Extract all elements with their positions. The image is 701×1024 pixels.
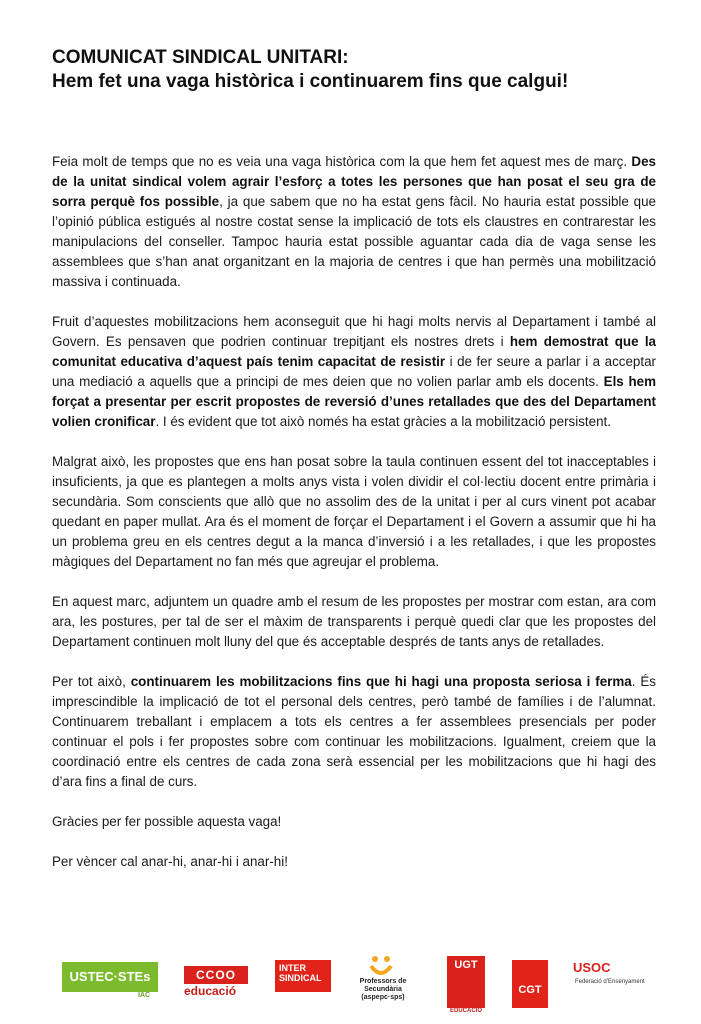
communique-body [52, 152, 656, 892]
p1-text-c: , ja que sabem que no ha estat gens fàcil. No hauria estat possible que l’opinió pública estigués al nostre costat sense la implicació de tots els claustres en contrarestar les manipulacions del conseller. Tampoc hauria estat possible aguantar cada dia de vaga sense les assemblees que s’han anat organitzant en la majoria de centres i que han permès una mobilització massiva i continuada. [52, 194, 656, 289]
ustec-logo: USTEC·STEs [62, 962, 158, 992]
ccoo-logo: CCOO [184, 966, 248, 984]
p5-text-a: Per tot això, [52, 674, 131, 689]
p2-bold-1: hem demostrat que la comunitat educativa d’aquest país tenim capacitat de resistir [52, 334, 656, 369]
p5-bold: continuarem les mobilitzacions fins que hi hagi una proposta seriosa i ferma [130, 674, 632, 689]
page-title [52, 46, 672, 94]
p2-text-e: . I és evident que tot això només ha estat gràcies a la mobilització persistent. [155, 414, 611, 429]
title-line-2: Hem fet una vaga històrica i continuarem fins que calgui! [52, 71, 569, 92]
ustec-logo-sub: IAC [138, 992, 151, 999]
p2-bold-2: Els hem forçat a presentar per escrit propostes de reversió d’unes retallades que des del Departament volien cronificar [52, 374, 657, 429]
p2-text-a: Fruit d’aquestes mobilitzacions hem aconseguit que hi hagi molts nervis al Departament i també al Govern. Es pensaven que podrien continuar trepitjant els nostres drets i [52, 314, 656, 349]
ugt-logo-sub: EDUCACIÓ [449, 1008, 482, 1014]
aspepc-logo-icon [368, 954, 394, 978]
paragraph-6: Gràcies per fer possible aquesta vaga! [52, 814, 282, 829]
intersindical-logo: INTER SINDICAL [275, 960, 331, 992]
aspepc-logo-text: Professors de Secundària (aspepc·sps) [359, 978, 407, 1001]
title-line-1: COMUNICAT SINDICAL UNITARI: [52, 47, 349, 68]
paragraph-4: En aquest marc, adjuntem un quadre amb el resum de les propostes per mostrar com estan, ara com ara, les postures, per tal de ser el màxim de transparents i perquè quedi clar que les propostes del Departament continuen molt lluny del que és acceptable després de tants anys de retallades. [52, 594, 656, 649]
p2-text-c: i de fer seure a parlar i a acceptar una mediació a aquells que a principi de mes deien que no volien parlar amb els docents. [52, 354, 656, 389]
usoc-logo-sub: Federació d’Ensenyament [575, 979, 645, 985]
p5-text-c: . És imprescindible la implicació de tot el personal dels centres, però també de famílies i de l’alumnat. Continuarem treballant i emplacem a tots els centres a fer assemblees presencials per poder continuar el pols i fer propostes sobre com continuar les mobilitzacions. Igualment, creiem que la coordinació entre els centres de cada zona serà essencial per les mobilitzacions que hi hagi des d’ara fins a final de curs. [52, 674, 656, 789]
ccoo-logo-sub: educació [184, 984, 237, 998]
cgt-logo: CGT [512, 960, 548, 1008]
usoc-logo: USOC [573, 960, 611, 975]
paragraph-1 [52, 152, 656, 292]
paragraph-7: Per vèncer cal anar-hi, anar-hi i anar-hi! [52, 854, 288, 869]
paragraph-3: Malgrat això, les propostes que ens han posat sobre la taula continuen essent del tot inacceptables i insuficients, ja que es plantegen a molts anys vista i volen dividir el col·lectiu docent entre primària i secundària. Som conscients que allò que no assolim des de la unitat i per al curs vinent pot acabar quedant en paper mullat. Ara és el moment de forçar el Departament i el Govern a assumir que hi ha un problema greu en els centres degut a la manca d’inversió i a les retallades, i que les propostes màgiques del Departament no fan més que agreujar el problema. [52, 454, 656, 569]
ugt-logo: UGT [447, 956, 485, 1008]
p1-bold: Des de la unitat sindical volem agrair l’esforç a totes les persones que han posat el seu gra de sorra perquè fos possible [52, 154, 656, 209]
paragraph-5 [52, 672, 656, 792]
union-logos [0, 948, 701, 1020]
paragraph-2 [52, 312, 656, 432]
p1-text-a: Feia molt de temps que no es veia una vaga històrica com la que hem fet aquest mes de març. [52, 154, 632, 169]
